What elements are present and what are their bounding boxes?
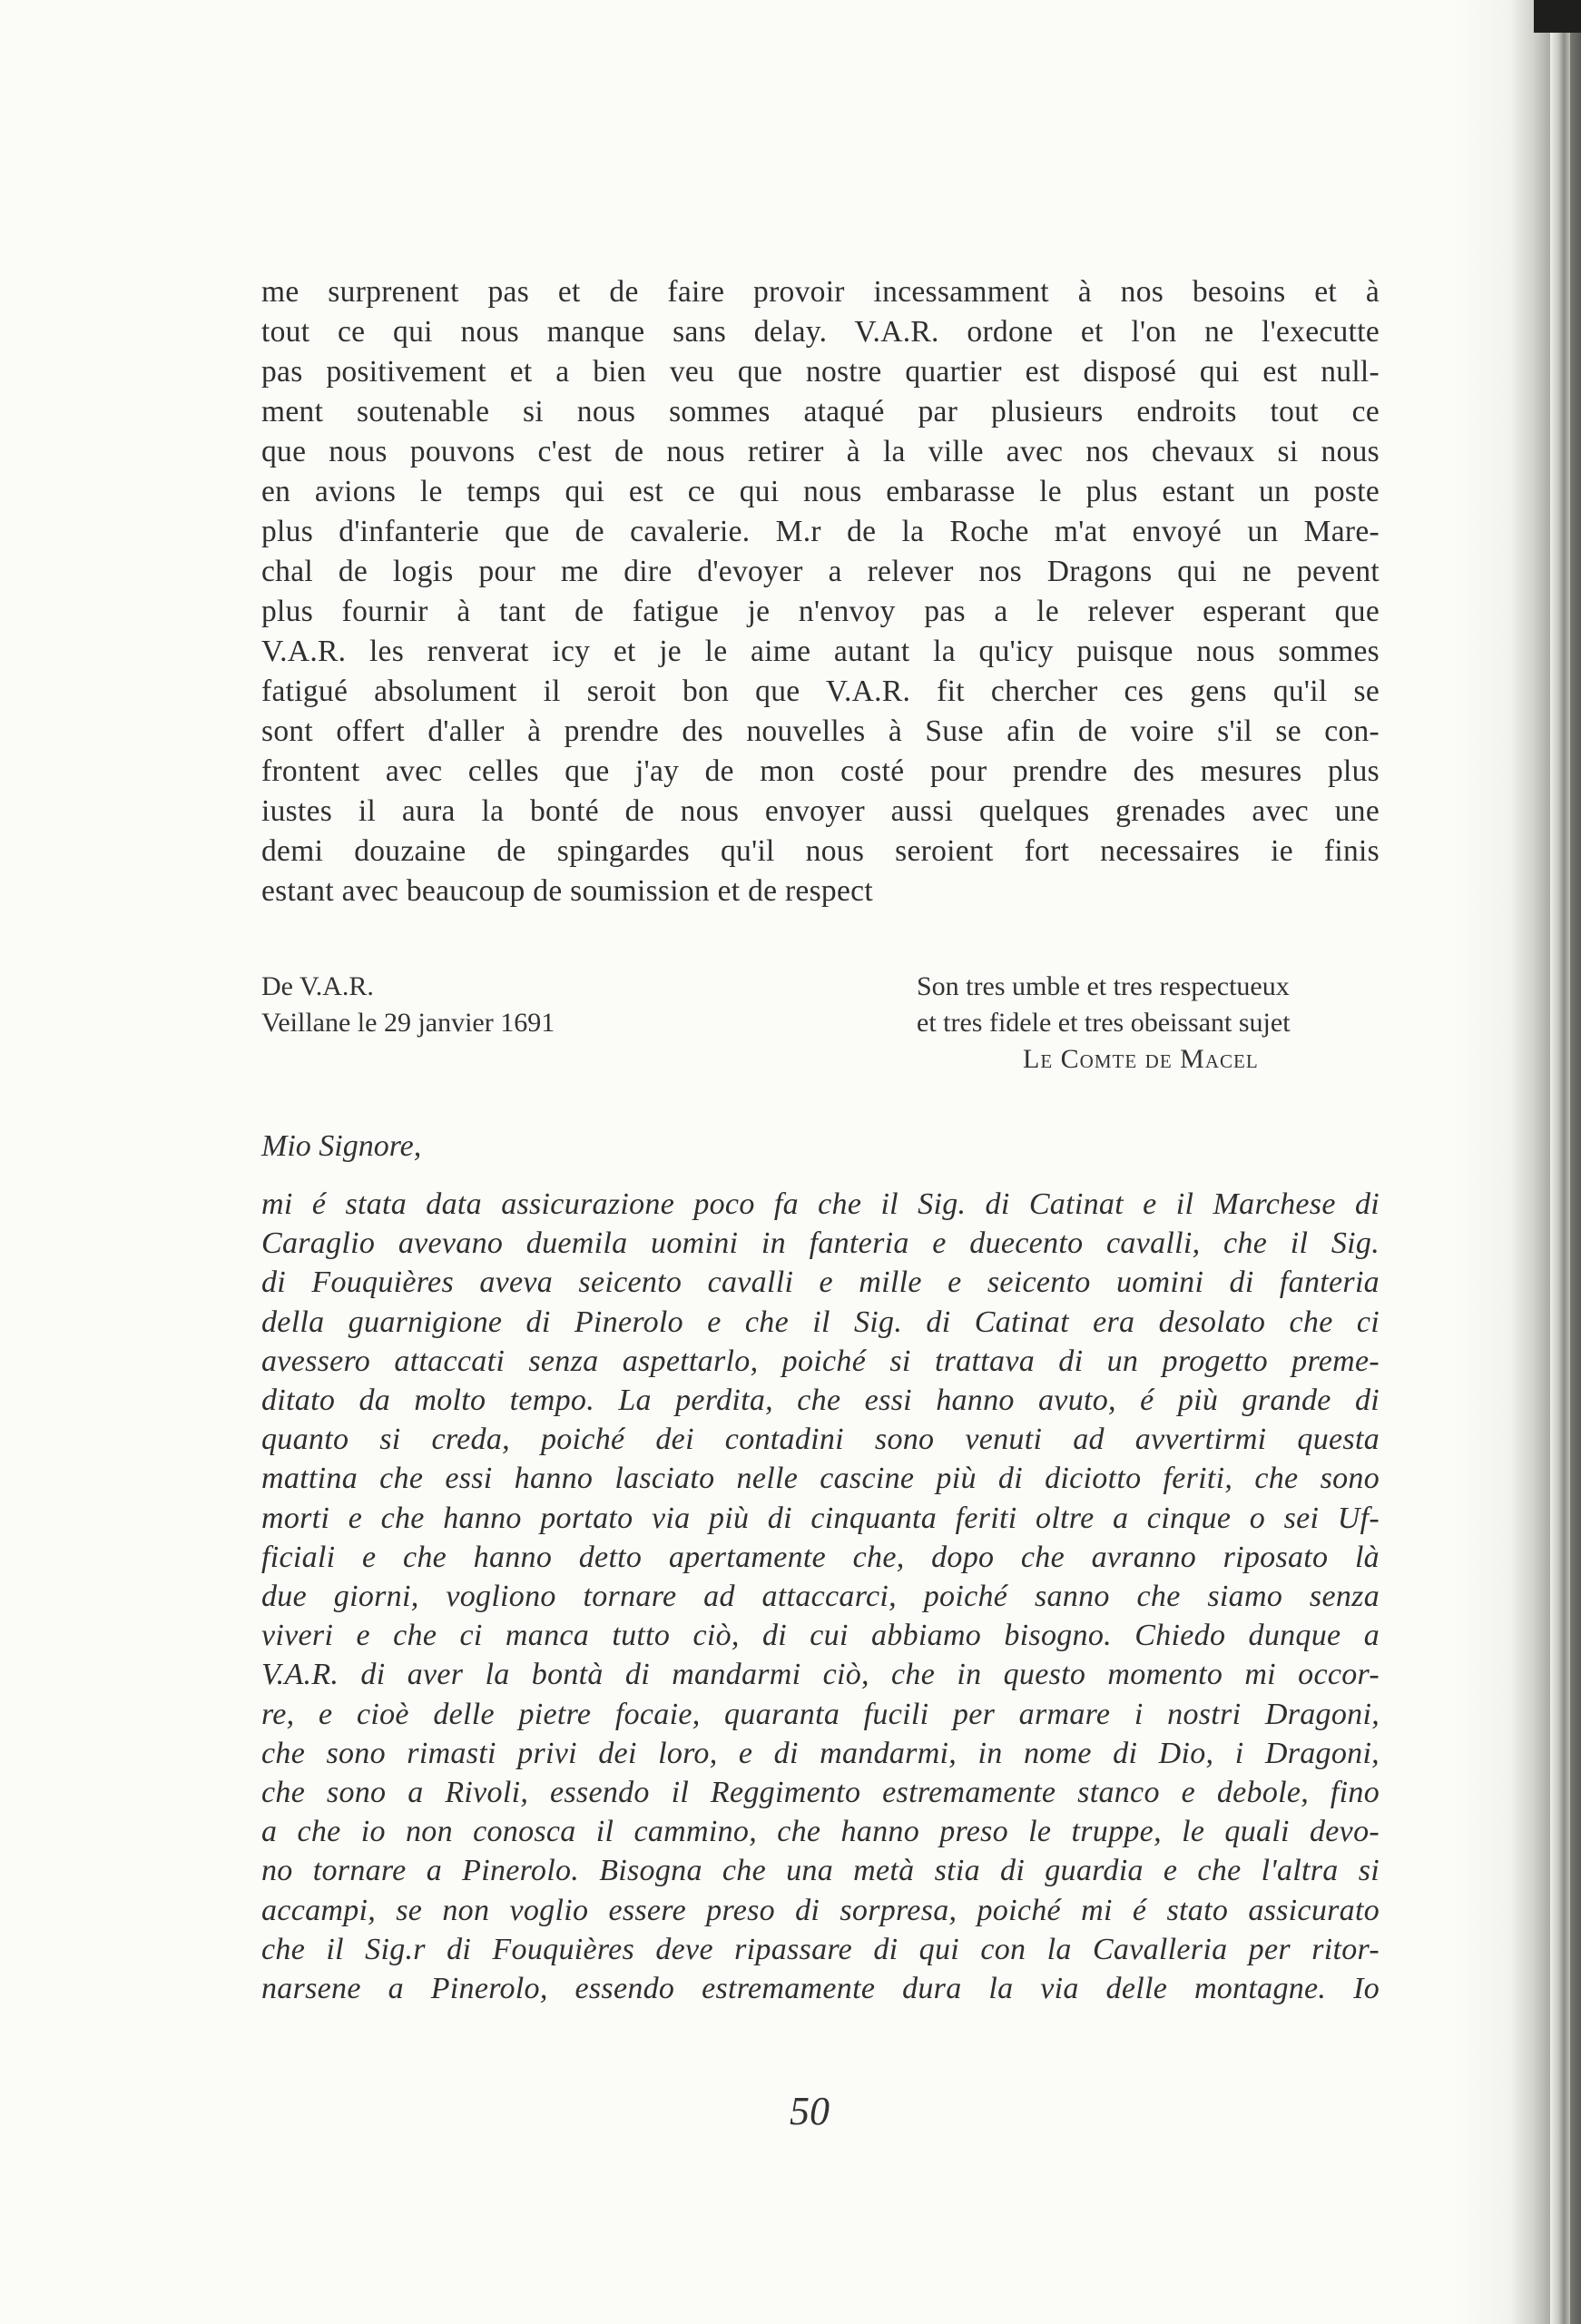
- text-line: tout ce qui nous manque sans delay. V.A.R. ordone et l'on ne l'executte: [261, 315, 1380, 349]
- text-line: sont offert d'aller à prendre des nouvelles à Suse afin de voire s'il se con-: [261, 714, 1380, 748]
- translation-salutation: Mio Signore,: [261, 1129, 422, 1163]
- text-line: ditato da molto tempo. La perdita, che essi hanno avuto, é più grande di: [261, 1384, 1380, 1418]
- text-line: ficiali e che hanno detto apertamente che, dopo che avranno riposato là: [261, 1540, 1380, 1574]
- text-line: che sono rimasti privi dei loro, e di mandarmi, in nome di Dio, i Dragoni,: [261, 1736, 1380, 1770]
- signatory-name: Le Comte de Macel: [1023, 1044, 1259, 1074]
- french-letter-paragraph: [261, 272, 1380, 911]
- text-line: che sono a Rivoli, essendo il Reggimento estremamente stanco e debole, fino: [261, 1776, 1380, 1810]
- text-line: due giorni, vogliono tornare ad attaccarci, poiché sanno che siamo senza: [261, 1580, 1380, 1614]
- text-line: accampi, se non voglio essere preso di sorpresa, poiché mi é stato assicurato: [261, 1893, 1380, 1927]
- addressee-line: De V.A.R.: [261, 971, 374, 1001]
- italian-translation-paragraph: [261, 1185, 1380, 2008]
- text-line: V.A.R. les renverat icy et je le aime autant la qu'icy puisque nous sommes: [261, 635, 1380, 668]
- text-line: iustes il aura la bonté de nous envoyer aussi quelques grenades avec une: [261, 794, 1380, 828]
- text-line: di Fouquières aveva seicento cavalli e mille e seicento uomini di fanteria: [261, 1265, 1380, 1300]
- letter-signature-block: [917, 969, 1291, 1078]
- text-line: della guarnigione di Pinerolo e che il Sig. di Catinat era desolato che ci: [261, 1305, 1380, 1339]
- text-line: che il Sig.r di Fouquières deve ripassare di qui con la Cavalleria per ritor-: [261, 1932, 1380, 1966]
- text-line: en avions le temps qui est ce qui nous embarasse le plus estant un poste: [261, 475, 1380, 508]
- letter-place-date: [261, 969, 555, 1041]
- text-line: fatigué absolument il seroit bon que V.A.R. fit chercher ces gens qu'il se: [261, 675, 1380, 708]
- text-line: plus fournir à tant de fatigue je n'envoy pas a le relever esperant que: [261, 595, 1380, 628]
- text-line: V.A.R. di aver la bontà di mandarmi ciò, che in questo momento mi occor-: [261, 1658, 1380, 1692]
- text-line: estant avec beaucoup de soumission et de respect: [261, 874, 873, 908]
- text-line: mi é stata data assicurazione poco fa che il Sig. di Catinat e il Marchese di: [261, 1187, 1380, 1221]
- text-line: plus d'infanterie que de cavalerie. M.r de la Roche m'at envoyé un Mare-: [261, 515, 1380, 548]
- text-line: frontent avec celles que j'ay de mon costé pour prendre des mesures plus: [261, 754, 1380, 788]
- text-line: Caraglio avevano duemila uomini in fanteria e duecento cavalli, che il Sig.: [261, 1226, 1380, 1261]
- text-line: demi douzaine de spingardes qu'il nous seroient fort necessaires ie finis: [261, 834, 1380, 868]
- text-line: mattina che essi hanno lasciato nelle cascine più di diciotto feriti, che sono: [261, 1462, 1380, 1496]
- page-number: 50: [790, 2089, 830, 2133]
- text-line: morti e che hanno portato via più di cinquanta feriti oltre a cinque o sei Uf-: [261, 1501, 1380, 1535]
- text-line: me surprenent pas et de faire provoir incessamment à nos besoins et à: [261, 275, 1380, 309]
- place-date-line: Veillane le 29 janvier 1691: [261, 1008, 555, 1038]
- text-line: chal de logis pour me dire d'evoyer a relever nos Dragons qui ne pevent: [261, 555, 1380, 588]
- text-line: viveri e che ci manca tutto ciò, di cui abbiamo bisogno. Chiedo dunque a: [261, 1619, 1380, 1653]
- closing-formula-line: Son tres umble et tres respectueux: [917, 971, 1290, 1001]
- scan-border-corner: [1534, 0, 1581, 33]
- closing-formula-line: et tres fidele et tres obeissant sujet: [917, 1008, 1291, 1038]
- text-line: avessero attaccati senza aspettarlo, poiché si trattava di un progetto preme-: [261, 1344, 1380, 1378]
- text-line: no tornare a Pinerolo. Bisogna che una metà stia di guardia e che l'altra si: [261, 1854, 1380, 1888]
- text-line: re, e cioè delle pietre focaie, quaranta fucili per armare i nostri Dragoni,: [261, 1697, 1380, 1731]
- text-line: ment soutenable si nous sommes ataqué par plusieurs endroits tout ce: [261, 395, 1380, 428]
- book-gutter-shadow: [1550, 0, 1570, 2324]
- text-line: a che io non conosca il cammino, che hanno preso le truppe, le quali devo-: [261, 1815, 1380, 1849]
- text-line: que nous pouvons c'est de nous retirer à la ville avec nos chevaux si nous: [261, 435, 1380, 468]
- text-line: pas positivement et a bien veu que nostre quartier est disposé qui est null-: [261, 355, 1380, 389]
- text-line: quanto si creda, poiché dei contadini sono venuti ad avvertirmi questa: [261, 1423, 1380, 1457]
- text-line: narsene a Pinerolo, essendo estremamente dura la via delle montagne. Io: [261, 1972, 1380, 2006]
